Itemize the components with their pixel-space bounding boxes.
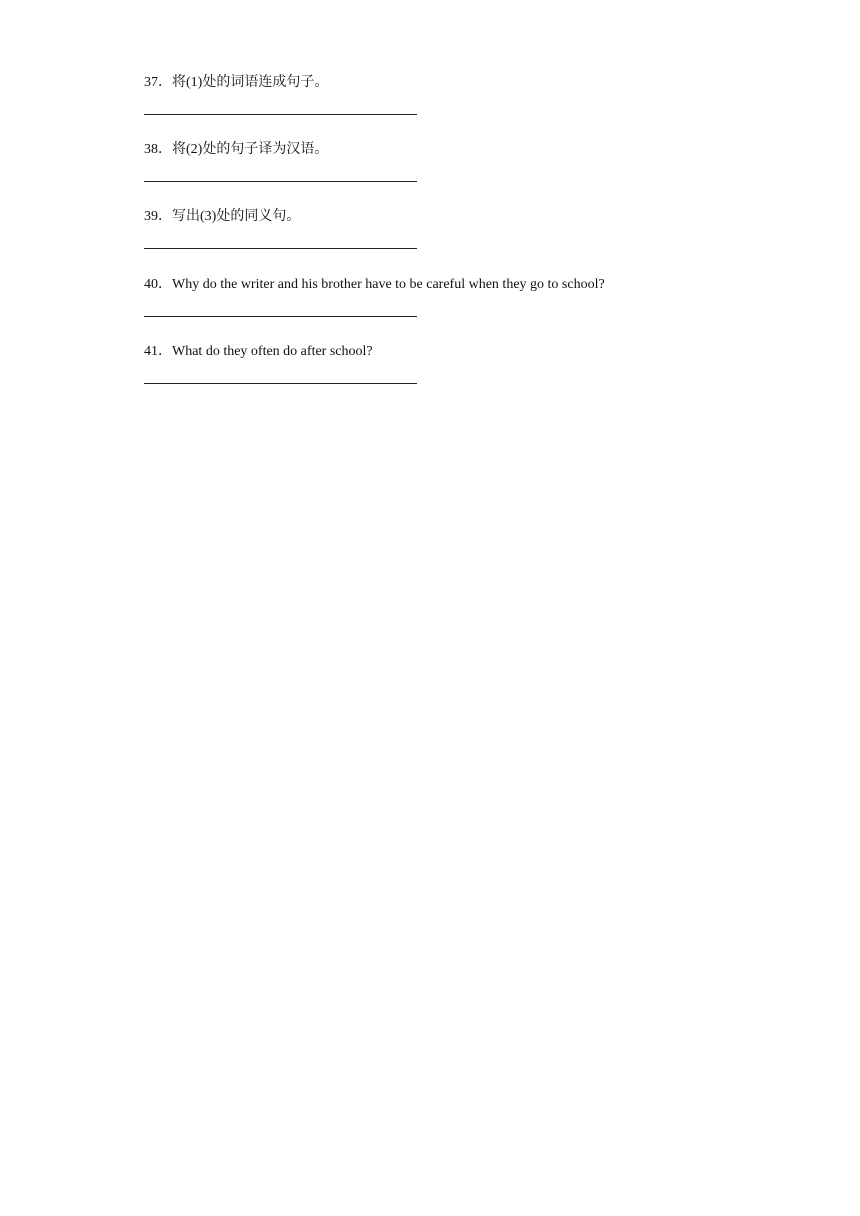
question-40 [144,276,784,294]
question-number: 38 [144,142,158,157]
question-text: 将(1)处的词语连成句子。 [172,75,329,90]
question-prompt [144,141,784,159]
question-separator: ． [158,344,172,359]
question-separator: ． [158,142,172,157]
question-prompt [144,276,784,294]
question-text: Why do the writer and his brother have to be careful when they go to school? [172,277,605,292]
question-prompt [144,343,784,361]
question-prompt [144,208,784,226]
question-separator: ． [158,277,172,292]
question-text: 将(2)处的句子译为汉语。 [172,142,329,157]
answer-blank-line[interactable] [144,114,417,115]
question-number: 37 [144,75,158,90]
answer-blank-line[interactable] [144,383,417,384]
question-37 [144,74,784,92]
question-39 [144,208,784,226]
question-38 [144,141,784,159]
answer-blank-line[interactable] [144,316,417,317]
question-number: 41 [144,344,158,359]
question-number: 40 [144,277,158,292]
question-text: What do they often do after school? [172,344,373,359]
question-number: 39 [144,209,158,224]
question-prompt [144,74,784,92]
question-text: 写出(3)处的同义句。 [172,209,301,224]
question-41 [144,343,784,361]
answer-blank-line[interactable] [144,181,417,182]
question-separator: ． [158,209,172,224]
question-separator: ． [158,75,172,90]
answer-blank-line[interactable] [144,248,417,249]
